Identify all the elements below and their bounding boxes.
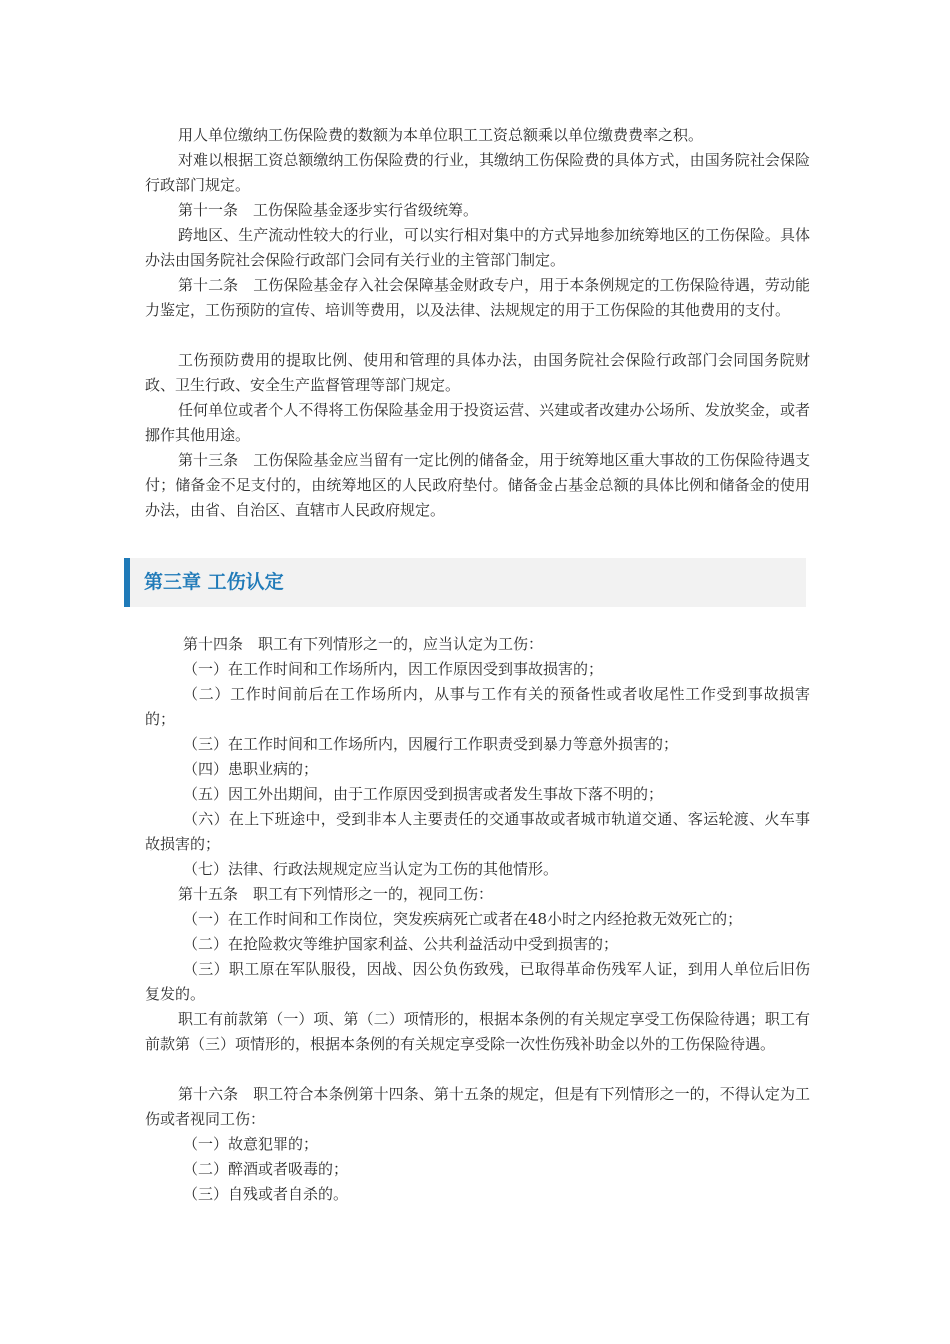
paragraph-article-16: 第十六条 职工符合本条例第十四条、第十五条的规定，但是有下列情形之一的，不得认定为工伤或者视同工伤： bbox=[145, 1085, 810, 1128]
list-item-14-6: （六）在上下班途中，受到非本人主要责任的交通事故或者城市轨道交通、客运轮渡、火车事故损害的； bbox=[145, 810, 810, 853]
chapter-title: 第三章 工伤认定 bbox=[144, 571, 284, 593]
chapter-heading bbox=[124, 558, 806, 607]
paragraph-contribution-amount: 用人单位缴纳工伤保险费的数额为本单位职工工资总额乘以单位缴费费率之积。 bbox=[178, 126, 704, 144]
list-item-14-4: （四）患职业病的； bbox=[183, 760, 319, 778]
paragraph-fund-misuse: 任何单位或者个人不得将工伤保险基金用于投资运营、兴建或者改建办公场所、发放奖金，或者挪作其他用途。 bbox=[145, 401, 810, 444]
paragraph-article-13: 第十三条 工伤保险基金应当留有一定比例的储备金，用于统筹地区重大事故的工伤保险待遇支付；储备金不足支付的，由统筹地区的人民政府垫付。储备金占基金总额的具体比例和储备金的使用办法，由省、自治区、直辖市人民政府规定。 bbox=[145, 451, 810, 519]
paragraph-article-12: 第十二条 工伤保险基金存入社会保障基金财政专户，用于本条例规定的工伤保险待遇，劳动能力鉴定，工伤预防的宣传、培训等费用，以及法律、法规规定的用于工伤保险的其他费用的支付。 bbox=[145, 276, 810, 319]
list-item-14-1: （一）在工作时间和工作场所内，因工作原因受到事故损害的； bbox=[183, 660, 604, 678]
list-item-16-3: （三）自残或者自杀的。 bbox=[183, 1185, 349, 1203]
paragraph-contribution-method: 对难以根据工资总额缴纳工伤保险费的行业，其缴纳工伤保险费的具体方式，由国务院社会保险行政部门规定。 bbox=[145, 151, 810, 194]
list-item-15-3: （三）职工原在军队服役，因战、因公负伤致残，已取得革命伤残军人证，到用人单位后旧伤复发的。 bbox=[145, 960, 810, 1003]
paragraph-prevention-fees: 工伤预防费用的提取比例、使用和管理的具体办法，由国务院社会保险行政部门会同国务院财政、卫生行政、安全生产监督管理等部门规定。 bbox=[145, 351, 810, 394]
paragraph-article-11: 第十一条 工伤保险基金逐步实行省级统筹。 bbox=[178, 201, 479, 219]
list-item-14-2: （二）工作时间前后在工作场所内，从事与工作有关的预备性或者收尾性工作受到事故损害的； bbox=[145, 685, 810, 728]
list-item-14-5: （五）因工外出期间，由于工作原因受到损害或者发生事故下落不明的； bbox=[183, 785, 664, 803]
paragraph-article-15: 第十五条 职工有下列情形之一的，视同工伤： bbox=[178, 885, 494, 903]
list-item-14-7: （七）法律、行政法规规定应当认定为工伤的其他情形。 bbox=[183, 860, 559, 878]
list-item-16-2: （二）醉酒或者吸毒的； bbox=[183, 1160, 349, 1178]
list-item-16-1: （一）故意犯罪的； bbox=[183, 1135, 319, 1153]
list-item-15-2: （二）在抢险救灾等维护国家利益、公共利益活动中受到损害的； bbox=[183, 935, 619, 953]
paragraph-article-14: 第十四条 职工有下列情形之一的，应当认定为工伤： bbox=[183, 635, 544, 653]
chapter-accent-bar bbox=[124, 558, 130, 607]
list-item-15-1: （一）在工作时间和工作岗位，突发疾病死亡或者在48小时之内经抢救无效死亡的； bbox=[183, 910, 743, 928]
paragraph-benefits: 职工有前款第（一）项、第（二）项情形的，根据本条例的有关规定享受工伤保险待遇；职工有前款第（三）项情形的，根据本条例的有关规定享受除一次性伤残补助金以外的工伤保险待遇。 bbox=[145, 1010, 810, 1053]
paragraph-cross-region: 跨地区、生产流动性较大的行业，可以实行相对集中的方式异地参加统筹地区的工伤保险。具体办法由国务院社会保险行政部门会同有关行业的主管部门制定。 bbox=[145, 226, 810, 269]
list-item-14-3: （三）在工作时间和工作场所内，因履行工作职责受到暴力等意外损害的； bbox=[183, 735, 679, 753]
